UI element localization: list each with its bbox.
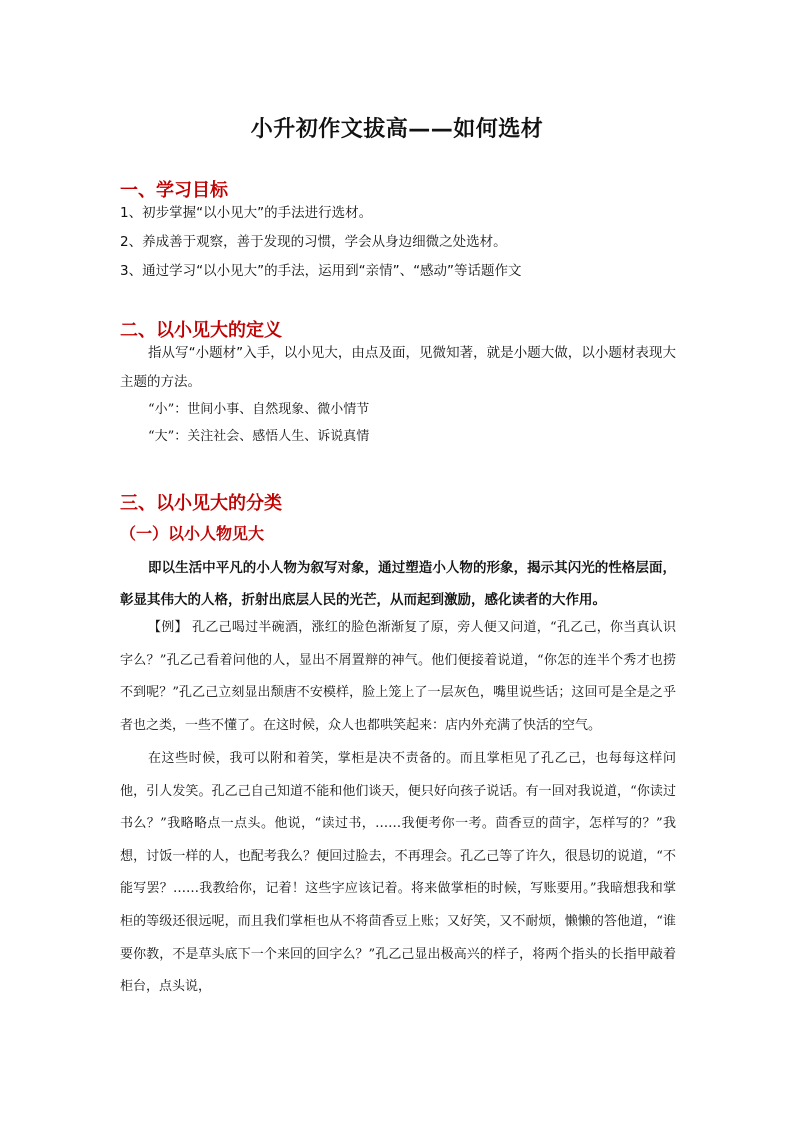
section-heading-definition: 二、以小见大的定义 — [120, 320, 282, 341]
section-heading-classification: 三、以小见大的分类 — [120, 493, 282, 514]
big-meaning-line: “大”：关注社会、感悟人生、诉说真情 — [148, 429, 370, 444]
goal-item-1: 1、初步掌握“以小见大”的手法进行选材。 — [120, 205, 373, 221]
intro-paragraph: 即以生活中平凡的小人物为叙写对象，通过塑造小人物的形象，揭示其闪光的性格层面，彰显其伟大的人格，折射出底层人民的光芒，从而起到激励，感化读者的大作用。 — [120, 560, 676, 608]
goal-item-2: 2、养成善于观察，善于发现的习惯，学会从身边细微之处选材。 — [120, 234, 507, 250]
small-meaning-line: “小”：世间小事、自然现象、微小情节 — [148, 402, 370, 417]
goal-item-3: 3、通过学习“以小见大”的手法，运用到“亲情”、“感动”等话题作文 — [120, 263, 522, 279]
example-paragraph-2: 在这些时候，我可以附和着笑，掌柜是决不责备的。而且掌柜见了孔乙己，也每每这样问他，引人发笑。孔乙己自己知道不能和他们谈天，便只好向孩子说话。有一回对我说道，“你读过书么？”我略略点一点头。他说，“读过书，……我便考你一考。茴香豆的茴字，怎样写的？”我想，讨饭一样的人，也配考我么？便回过脸去，不再理会。孔乙己等了许久，很恳切的说道，“不能写罢？……我教给你，记着！这些字应该记着。将来做掌柜的时候，写账要用。”我暗想我和掌柜的等级还很远呢，而且我们掌柜也从不将茴香豆上账；又好笑，又不耐烦，懒懒的答他道，“谁要你教，不是草头底下一个来回的回字么？”孔乙己显出极高兴的样子，将两个指头的长指甲敲着柜台，点头说， — [120, 751, 676, 995]
subsection-heading-small-people: （一）以小人物见大 — [120, 524, 265, 543]
example-paragraph-1: 【例】 孔乙己喝过半碗酒，涨红的脸色渐渐复了原，旁人便又问道，“孔乙己，你当真认识字么？”孔乙己看着问他的人，显出不屑置辩的神气。他们便接着说道，“你怎的连半个秀才也捞不到呢？”孔乙己立刻显出颓唐不安模样，脸上笼上了一层灰色，嘴里说些话；这回可是全是之乎者也之类，一些不懂了。在这时候，众人也都哄笑起来：店内外充满了快活的空气。 — [120, 620, 676, 733]
definition-paragraph: 指从写“小题材”入手，以小见大，由点及面，见微知著，就是小题大做，以小题材表现大主题的方法。 — [120, 345, 676, 390]
page-title: 小升初作文拔高——如何选材 — [250, 117, 544, 142]
section-heading-learning-goals: 一、学习目标 — [120, 180, 228, 201]
